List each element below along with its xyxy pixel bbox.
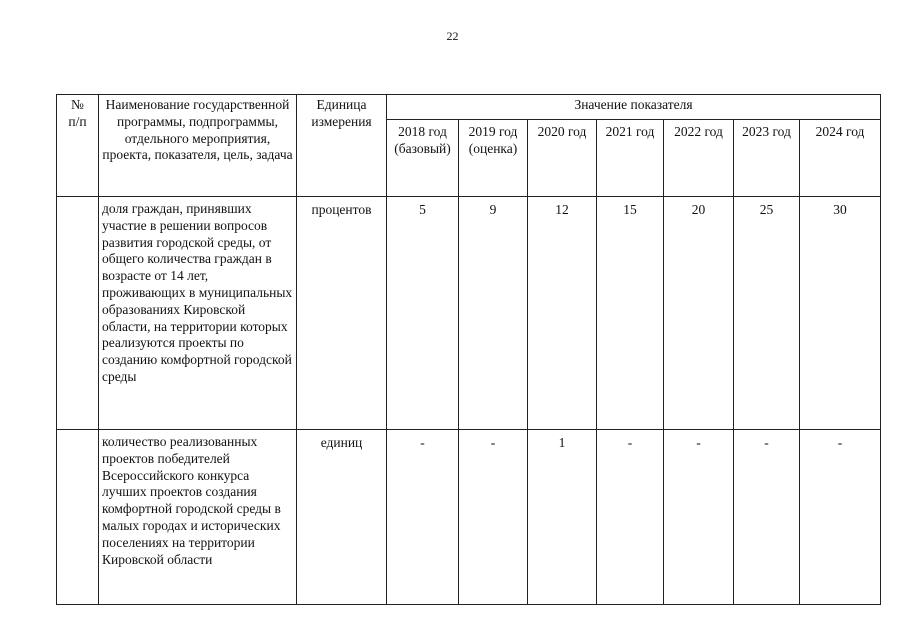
header-unit — [297, 95, 387, 197]
unit-cell: единиц — [297, 430, 387, 605]
header-year-2024 — [800, 120, 881, 197]
row-number — [57, 197, 99, 430]
value-cell: 5 — [387, 197, 459, 430]
header-name-text: Наименование государственной программы, подпрограммы, отдельного мероприятия, проекта, показателя, цель, задача — [102, 97, 293, 163]
header-year-2018 — [387, 120, 459, 197]
value-cell: - — [597, 430, 664, 605]
value-cell: 25 — [734, 197, 800, 430]
header-year-text: 2020 год — [537, 124, 587, 139]
header-year-text: 2024 год — [815, 124, 865, 139]
indicator-table — [56, 94, 881, 605]
header-year-2019 — [459, 120, 528, 197]
header-value-group — [387, 95, 881, 120]
indicator-name: количество реализованных проектов победителей Всероссийского конкурса лучших проектов создания комфортной городской среды в малых городах и исторических поселениях на территории Кировской области — [99, 430, 297, 605]
value-cell: - — [800, 430, 881, 605]
header-year-text: 2019 год (оценка) — [468, 124, 518, 156]
header-year-text: 2018 год (базовый) — [394, 124, 451, 156]
row-number — [57, 430, 99, 605]
table-row — [57, 430, 881, 605]
value-cell: - — [387, 430, 459, 605]
header-year-text: 2021 год — [605, 124, 655, 139]
table-row — [57, 197, 881, 430]
indicator-name: доля граждан, принявших участие в решении вопросов развития городской среды, от общего количества граждан в возрасте от 14 лет, проживающих в муниципальных образованиях Кировской области, на территории которых реализуются проекты по созданию комфортной городской среды — [99, 197, 297, 430]
value-cell: 20 — [664, 197, 734, 430]
value-cell: - — [664, 430, 734, 605]
page-number: 22 — [446, 29, 459, 43]
header-number — [57, 95, 99, 197]
value-cell: 30 — [800, 197, 881, 430]
value-cell: 15 — [597, 197, 664, 430]
header-year-2021 — [597, 120, 664, 197]
value-cell: - — [459, 430, 528, 605]
value-cell: 12 — [528, 197, 597, 430]
value-cell: 1 — [528, 430, 597, 605]
header-year-2022 — [664, 120, 734, 197]
header-year-text: 2022 год — [674, 124, 723, 139]
value-cell: - — [734, 430, 800, 605]
header-year-text: 2023 год — [742, 124, 791, 139]
header-year-2023 — [734, 120, 800, 197]
unit-cell: процентов — [297, 197, 387, 430]
header-number-text: № п/п — [68, 97, 87, 129]
header-unit-text: Единица измерения — [311, 97, 372, 129]
header-name — [99, 95, 297, 197]
value-cell: 9 — [459, 197, 528, 430]
header-value-group-text: Значение показателя — [574, 97, 693, 112]
header-year-2020 — [528, 120, 597, 197]
